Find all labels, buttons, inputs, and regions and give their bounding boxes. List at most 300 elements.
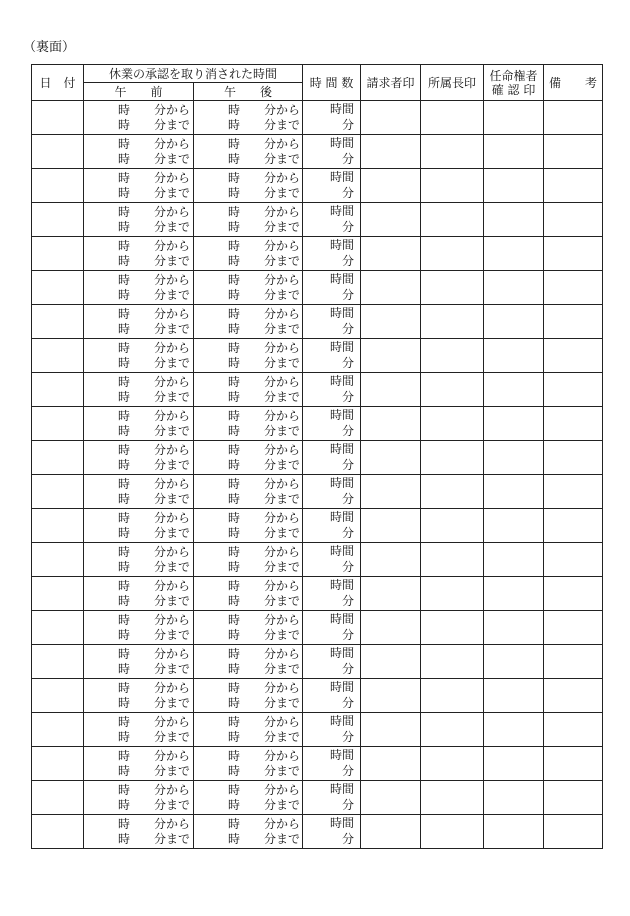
dept-head-seal-cell[interactable]	[421, 339, 484, 373]
pm-from-line: 時 分から	[228, 374, 301, 389]
hours-unit: 時間	[330, 204, 355, 218]
date-cell[interactable]	[32, 543, 84, 577]
minutes-unit: 分	[342, 186, 355, 200]
remarks-cell[interactable]	[544, 407, 603, 441]
hours-cell[interactable]	[303, 713, 361, 747]
pm-time-cell[interactable]	[194, 169, 303, 203]
hours-unit: 時間	[330, 170, 355, 184]
pm-from-line: 時 分から	[228, 442, 301, 457]
hours-cell[interactable]	[303, 169, 361, 203]
date-cell[interactable]	[32, 747, 84, 781]
header-dept-head-seal: 所属長印	[421, 65, 484, 101]
am-from-line: 時 分から	[118, 374, 191, 389]
pm-to-line: 時 分まで	[228, 797, 301, 812]
date-cell[interactable]	[32, 475, 84, 509]
date-cell[interactable]	[32, 407, 84, 441]
dept-head-seal-cell[interactable]	[421, 305, 484, 339]
am-time-cell[interactable]	[84, 203, 194, 237]
minutes-unit: 分	[342, 288, 355, 302]
am-time-cell[interactable]	[84, 441, 194, 475]
appointer-seal-cell[interactable]	[484, 713, 544, 747]
pm-to-line: 時 分まで	[228, 695, 301, 710]
date-cell[interactable]	[32, 781, 84, 815]
pm-time-cell[interactable]	[194, 135, 303, 169]
pm-to-line: 時 分まで	[228, 729, 301, 744]
minutes-unit: 分	[342, 662, 355, 676]
date-cell[interactable]	[32, 679, 84, 713]
am-time-cell[interactable]	[84, 169, 194, 203]
pm-to-line: 時 分まで	[228, 525, 301, 540]
requester-seal-cell[interactable]	[361, 645, 421, 679]
remarks-cell[interactable]	[544, 611, 603, 645]
hours-cell[interactable]	[303, 271, 361, 305]
pm-time-cell[interactable]	[194, 713, 303, 747]
requester-seal-cell[interactable]	[361, 611, 421, 645]
hours-unit: 時間	[330, 510, 355, 524]
pm-from-line: 時 分から	[228, 408, 301, 423]
pm-to-line: 時 分まで	[228, 763, 301, 778]
hours-cell[interactable]	[303, 339, 361, 373]
dept-head-seal-cell[interactable]	[421, 577, 484, 611]
pm-from-line: 時 分から	[228, 204, 301, 219]
am-to-line: 時 分まで	[118, 695, 191, 710]
date-cell[interactable]	[32, 339, 84, 373]
am-from-line: 時 分から	[118, 782, 191, 797]
hours-cell[interactable]	[303, 815, 361, 849]
am-from-line: 時 分から	[118, 544, 191, 559]
appointer-seal-cell[interactable]	[484, 509, 544, 543]
am-time-cell[interactable]	[84, 815, 194, 849]
remarks-cell[interactable]	[544, 373, 603, 407]
requester-seal-cell[interactable]	[361, 169, 421, 203]
dept-head-seal-cell[interactable]	[421, 271, 484, 305]
pm-to-line: 時 分まで	[228, 355, 301, 370]
page-label: （裏面）	[23, 40, 76, 55]
am-from-line: 時 分から	[118, 238, 191, 253]
appointer-seal-cell[interactable]	[484, 475, 544, 509]
am-time-cell[interactable]	[84, 577, 194, 611]
am-to-line: 時 分まで	[118, 423, 191, 438]
minutes-unit: 分	[342, 628, 355, 642]
dept-head-seal-cell[interactable]	[421, 237, 484, 271]
am-to-line: 時 分まで	[118, 151, 191, 166]
pm-to-line: 時 分まで	[228, 287, 301, 302]
pm-from-line: 時 分から	[228, 578, 301, 593]
pm-to-line: 時 分まで	[228, 185, 301, 200]
hours-cell[interactable]	[303, 101, 361, 135]
requester-seal-cell[interactable]	[361, 441, 421, 475]
am-time-cell[interactable]	[84, 543, 194, 577]
pm-time-cell[interactable]	[194, 271, 303, 305]
hours-unit: 時間	[330, 408, 355, 422]
am-from-line: 時 分から	[118, 748, 191, 763]
requester-seal-cell[interactable]	[361, 373, 421, 407]
am-time-cell[interactable]	[84, 237, 194, 271]
pm-time-cell[interactable]	[194, 781, 303, 815]
dept-head-seal-cell[interactable]	[421, 475, 484, 509]
appointer-seal-cell[interactable]	[484, 611, 544, 645]
am-time-cell[interactable]	[84, 135, 194, 169]
dept-head-seal-cell[interactable]	[421, 441, 484, 475]
date-cell[interactable]	[32, 611, 84, 645]
remarks-cell[interactable]	[544, 441, 603, 475]
pm-time-cell[interactable]	[194, 509, 303, 543]
appointer-seal-cell[interactable]	[484, 237, 544, 271]
pm-to-line: 時 分まで	[228, 661, 301, 676]
am-time-cell[interactable]	[84, 475, 194, 509]
table-row	[32, 747, 603, 781]
table-row	[32, 781, 603, 815]
table-row	[32, 441, 603, 475]
requester-seal-cell[interactable]	[361, 713, 421, 747]
dept-head-seal-cell[interactable]	[421, 101, 484, 135]
header-requester-seal: 請求者印	[361, 65, 421, 101]
pm-to-line: 時 分まで	[228, 593, 301, 608]
pm-time-cell[interactable]	[194, 747, 303, 781]
pm-time-cell[interactable]	[194, 475, 303, 509]
hours-cell[interactable]	[303, 441, 361, 475]
hours-cell[interactable]	[303, 679, 361, 713]
am-to-line: 時 分まで	[118, 219, 191, 234]
table-row	[32, 611, 603, 645]
header-appointer-line2: 確 認 印	[491, 82, 536, 97]
pm-to-line: 時 分まで	[228, 627, 301, 642]
am-time-cell[interactable]	[84, 645, 194, 679]
appointer-seal-cell[interactable]	[484, 135, 544, 169]
pm-time-cell[interactable]	[194, 679, 303, 713]
date-cell[interactable]	[32, 169, 84, 203]
requester-seal-cell[interactable]	[361, 679, 421, 713]
pm-time-cell[interactable]	[194, 373, 303, 407]
hours-cell[interactable]	[303, 407, 361, 441]
am-time-cell[interactable]	[84, 679, 194, 713]
appointer-seal-cell[interactable]	[484, 441, 544, 475]
hours-cell[interactable]	[303, 577, 361, 611]
date-cell[interactable]	[32, 441, 84, 475]
date-cell[interactable]	[32, 135, 84, 169]
pm-from-line: 時 分から	[228, 544, 301, 559]
pm-to-line: 時 分まで	[228, 457, 301, 472]
date-cell[interactable]	[32, 509, 84, 543]
minutes-unit: 分	[342, 254, 355, 268]
appointer-seal-cell[interactable]	[484, 543, 544, 577]
am-from-line: 時 分から	[118, 102, 191, 117]
am-from-line: 時 分から	[118, 442, 191, 457]
requester-seal-cell[interactable]	[361, 577, 421, 611]
hours-cell[interactable]	[303, 135, 361, 169]
am-from-line: 時 分から	[118, 306, 191, 321]
appointer-seal-cell[interactable]	[484, 305, 544, 339]
pm-from-line: 時 分から	[228, 646, 301, 661]
date-cell[interactable]	[32, 305, 84, 339]
hours-unit: 時間	[330, 340, 355, 354]
dept-head-seal-cell[interactable]	[421, 815, 484, 849]
dept-head-seal-cell[interactable]	[421, 373, 484, 407]
appointer-seal-cell[interactable]	[484, 271, 544, 305]
requester-seal-cell[interactable]	[361, 407, 421, 441]
minutes-unit: 分	[342, 526, 355, 540]
hours-unit: 時間	[330, 612, 355, 626]
am-from-line: 時 分から	[118, 612, 191, 627]
am-time-cell[interactable]	[84, 271, 194, 305]
remarks-cell[interactable]	[544, 747, 603, 781]
dept-head-seal-cell[interactable]	[421, 135, 484, 169]
minutes-unit: 分	[342, 798, 355, 812]
pm-from-line: 時 分から	[228, 748, 301, 763]
dept-head-seal-cell[interactable]	[421, 781, 484, 815]
requester-seal-cell[interactable]	[361, 781, 421, 815]
appointer-seal-cell[interactable]	[484, 101, 544, 135]
date-cell[interactable]	[32, 237, 84, 271]
am-time-cell[interactable]	[84, 611, 194, 645]
requester-seal-cell[interactable]	[361, 237, 421, 271]
hours-unit: 時間	[330, 748, 355, 762]
hours-cell[interactable]	[303, 747, 361, 781]
pm-from-line: 時 分から	[228, 714, 301, 729]
am-to-line: 時 分まで	[118, 661, 191, 676]
header-am: 午 前	[84, 83, 194, 101]
appointer-seal-cell[interactable]	[484, 203, 544, 237]
date-cell[interactable]	[32, 203, 84, 237]
leave-cancellation-table	[31, 64, 603, 849]
am-to-line: 時 分まで	[118, 253, 191, 268]
pm-from-line: 時 分から	[228, 272, 301, 287]
dept-head-seal-cell[interactable]	[421, 169, 484, 203]
header-pm: 午 後	[194, 83, 303, 101]
am-to-line: 時 分まで	[118, 729, 191, 744]
requester-seal-cell[interactable]	[361, 339, 421, 373]
minutes-unit: 分	[342, 458, 355, 472]
hours-cell[interactable]	[303, 781, 361, 815]
appointer-seal-cell[interactable]	[484, 645, 544, 679]
requester-seal-cell[interactable]	[361, 135, 421, 169]
appointer-seal-cell[interactable]	[484, 407, 544, 441]
am-to-line: 時 分まで	[118, 797, 191, 812]
pm-to-line: 時 分まで	[228, 831, 301, 846]
remarks-cell[interactable]	[544, 713, 603, 747]
am-from-line: 時 分から	[118, 408, 191, 423]
pm-from-line: 時 分から	[228, 476, 301, 491]
pm-time-cell[interactable]	[194, 305, 303, 339]
minutes-unit: 分	[342, 220, 355, 234]
am-time-cell[interactable]	[84, 339, 194, 373]
pm-from-line: 時 分から	[228, 136, 301, 151]
am-time-cell[interactable]	[84, 713, 194, 747]
requester-seal-cell[interactable]	[361, 543, 421, 577]
requester-seal-cell[interactable]	[361, 101, 421, 135]
remarks-cell[interactable]	[544, 305, 603, 339]
date-cell[interactable]	[32, 713, 84, 747]
hours-unit: 時間	[330, 476, 355, 490]
date-cell[interactable]	[32, 271, 84, 305]
hours-unit: 時間	[330, 714, 355, 728]
hours-cell[interactable]	[303, 543, 361, 577]
dept-head-seal-cell[interactable]	[421, 611, 484, 645]
dept-head-seal-cell[interactable]	[421, 679, 484, 713]
pm-time-cell[interactable]	[194, 101, 303, 135]
minutes-unit: 分	[342, 560, 355, 574]
hours-cell[interactable]	[303, 203, 361, 237]
hours-cell[interactable]	[303, 305, 361, 339]
minutes-unit: 分	[342, 424, 355, 438]
hours-cell[interactable]	[303, 645, 361, 679]
am-to-line: 時 分まで	[118, 117, 191, 132]
remarks-cell[interactable]	[544, 101, 603, 135]
remarks-cell[interactable]	[544, 271, 603, 305]
am-time-cell[interactable]	[84, 373, 194, 407]
am-from-line: 時 分から	[118, 340, 191, 355]
remarks-cell[interactable]	[544, 679, 603, 713]
am-from-line: 時 分から	[118, 578, 191, 593]
dept-head-seal-cell[interactable]	[421, 407, 484, 441]
table-row	[32, 713, 603, 747]
am-to-line: 時 分まで	[118, 525, 191, 540]
date-cell[interactable]	[32, 815, 84, 849]
minutes-unit: 分	[342, 594, 355, 608]
remarks-cell[interactable]	[544, 543, 603, 577]
pm-to-line: 時 分まで	[228, 559, 301, 574]
am-time-cell[interactable]	[84, 781, 194, 815]
table-row	[32, 407, 603, 441]
dept-head-seal-cell[interactable]	[421, 509, 484, 543]
requester-seal-cell[interactable]	[361, 475, 421, 509]
hours-unit: 時間	[330, 782, 355, 796]
table-row	[32, 339, 603, 373]
table-row	[32, 679, 603, 713]
date-cell[interactable]	[32, 101, 84, 135]
pm-time-cell[interactable]	[194, 577, 303, 611]
am-to-line: 時 分まで	[118, 185, 191, 200]
pm-to-line: 時 分まで	[228, 389, 301, 404]
pm-time-cell[interactable]	[194, 645, 303, 679]
am-from-line: 時 分から	[118, 714, 191, 729]
am-from-line: 時 分から	[118, 170, 191, 185]
dept-head-seal-cell[interactable]	[421, 543, 484, 577]
appointer-seal-cell[interactable]	[484, 373, 544, 407]
am-time-cell[interactable]	[84, 101, 194, 135]
hours-unit: 時間	[330, 816, 355, 830]
remarks-cell[interactable]	[544, 475, 603, 509]
pm-to-line: 時 分まで	[228, 491, 301, 506]
hours-cell[interactable]	[303, 237, 361, 271]
remarks-cell[interactable]	[544, 781, 603, 815]
date-cell[interactable]	[32, 373, 84, 407]
minutes-unit: 分	[342, 118, 355, 132]
appointer-seal-cell[interactable]	[484, 815, 544, 849]
pm-from-line: 時 分から	[228, 816, 301, 831]
header-date: 日 付	[32, 65, 84, 101]
dept-head-seal-cell[interactable]	[421, 203, 484, 237]
table-row	[32, 645, 603, 679]
am-time-cell[interactable]	[84, 509, 194, 543]
am-to-line: 時 分まで	[118, 559, 191, 574]
hours-cell[interactable]	[303, 509, 361, 543]
hours-unit: 時間	[330, 646, 355, 660]
dept-head-seal-cell[interactable]	[421, 713, 484, 747]
header-canceled-time: 休業の承認を取り消された時間	[84, 65, 303, 83]
pm-time-cell[interactable]	[194, 339, 303, 373]
pm-time-cell[interactable]	[194, 611, 303, 645]
appointer-seal-cell[interactable]	[484, 577, 544, 611]
hours-unit: 時間	[330, 272, 355, 286]
remarks-cell[interactable]	[544, 237, 603, 271]
hours-cell[interactable]	[303, 611, 361, 645]
header-appointer-seal	[484, 65, 544, 101]
remarks-cell[interactable]	[544, 577, 603, 611]
hours-unit: 時間	[330, 136, 355, 150]
am-to-line: 時 分まで	[118, 627, 191, 642]
am-from-line: 時 分から	[118, 476, 191, 491]
am-to-line: 時 分まで	[118, 831, 191, 846]
remarks-cell[interactable]	[544, 645, 603, 679]
appointer-seal-cell[interactable]	[484, 339, 544, 373]
hours-cell[interactable]	[303, 475, 361, 509]
remarks-cell[interactable]	[544, 135, 603, 169]
requester-seal-cell[interactable]	[361, 815, 421, 849]
table-row	[32, 101, 603, 135]
hours-unit: 時間	[330, 102, 355, 116]
appointer-seal-cell[interactable]	[484, 169, 544, 203]
pm-from-line: 時 分から	[228, 306, 301, 321]
appointer-seal-cell[interactable]	[484, 781, 544, 815]
dept-head-seal-cell[interactable]	[421, 747, 484, 781]
remarks-cell[interactable]	[544, 169, 603, 203]
pm-time-cell[interactable]	[194, 441, 303, 475]
pm-time-cell[interactable]	[194, 237, 303, 271]
table-row	[32, 305, 603, 339]
pm-time-cell[interactable]	[194, 203, 303, 237]
date-cell[interactable]	[32, 577, 84, 611]
minutes-unit: 分	[342, 764, 355, 778]
hours-unit: 時間	[330, 306, 355, 320]
minutes-unit: 分	[342, 492, 355, 506]
hours-unit: 時間	[330, 238, 355, 252]
requester-seal-cell[interactable]	[361, 509, 421, 543]
hours-unit: 時間	[330, 442, 355, 456]
remarks-cell[interactable]	[544, 815, 603, 849]
requester-seal-cell[interactable]	[361, 305, 421, 339]
pm-time-cell[interactable]	[194, 543, 303, 577]
appointer-seal-cell[interactable]	[484, 679, 544, 713]
remarks-cell[interactable]	[544, 339, 603, 373]
pm-time-cell[interactable]	[194, 815, 303, 849]
pm-to-line: 時 分まで	[228, 117, 301, 132]
header-remarks: 備 考	[544, 65, 603, 101]
pm-from-line: 時 分から	[228, 782, 301, 797]
requester-seal-cell[interactable]	[361, 203, 421, 237]
date-cell[interactable]	[32, 645, 84, 679]
requester-seal-cell[interactable]	[361, 747, 421, 781]
am-to-line: 時 分まで	[118, 321, 191, 336]
am-from-line: 時 分から	[118, 136, 191, 151]
minutes-unit: 分	[342, 390, 355, 404]
am-time-cell[interactable]	[84, 407, 194, 441]
am-time-cell[interactable]	[84, 747, 194, 781]
hours-cell[interactable]	[303, 373, 361, 407]
pm-to-line: 時 分まで	[228, 151, 301, 166]
dept-head-seal-cell[interactable]	[421, 645, 484, 679]
requester-seal-cell[interactable]	[361, 271, 421, 305]
hours-unit: 時間	[330, 680, 355, 694]
am-from-line: 時 分から	[118, 204, 191, 219]
pm-time-cell[interactable]	[194, 407, 303, 441]
appointer-seal-cell[interactable]	[484, 747, 544, 781]
pm-to-line: 時 分まで	[228, 253, 301, 268]
am-from-line: 時 分から	[118, 646, 191, 661]
remarks-cell[interactable]	[544, 509, 603, 543]
remarks-cell[interactable]	[544, 203, 603, 237]
am-time-cell[interactable]	[84, 305, 194, 339]
